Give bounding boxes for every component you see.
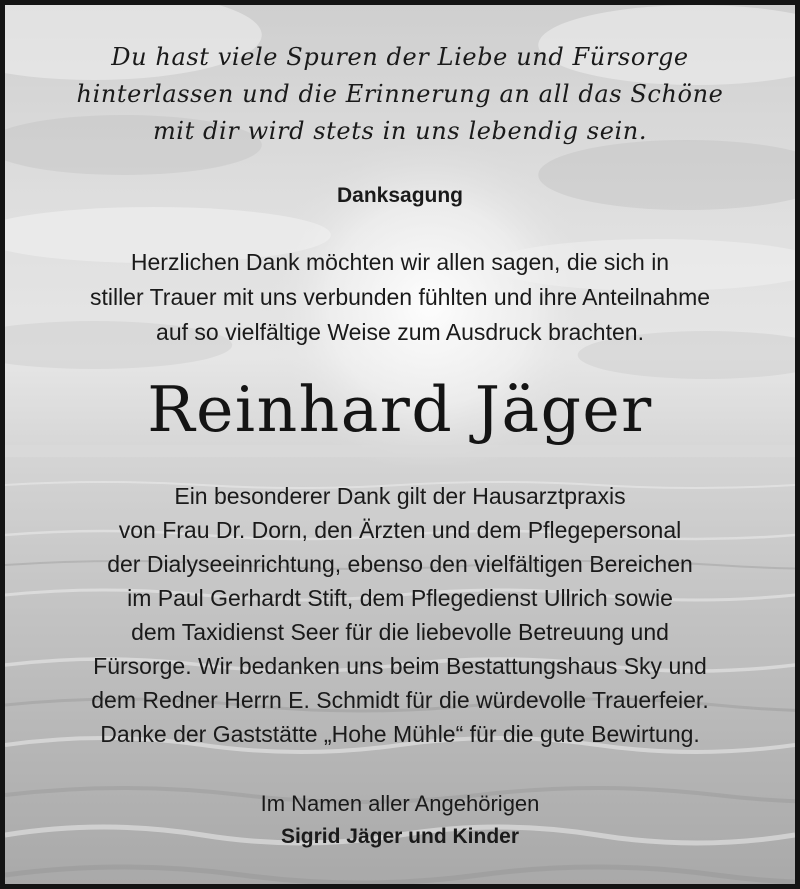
closing-block — [5, 787, 795, 853]
obituary-content — [5, 5, 795, 884]
page-title: Danksagung — [336, 184, 464, 207]
thanks-line: Danke der Gaststätte „Hohe Mühle“ für die gute Bewirtung. — [100, 721, 700, 747]
closing-line: Im Namen aller Angehörigen — [260, 791, 540, 816]
thanks-line: im Paul Gerhardt Stift, dem Pflegedienst Ullrich sowie — [127, 585, 673, 611]
intro-line: stiller Trauer mit uns verbunden fühlten und ihre Anteilnahme — [89, 284, 711, 310]
thanks-line: Ein besonderer Dank gilt der Hausarztpraxis — [174, 483, 626, 509]
motto-line: hinterlassen und die Erinnerung an all das Schöne — [76, 80, 724, 108]
intro-line: auf so vielfältige Weise zum Ausdruck brachten. — [156, 319, 644, 345]
thanks-line: dem Taxidienst Seer für die liebevolle Betreuung und — [131, 619, 669, 645]
thanks-line: von Frau Dr. Dorn, den Ärzten und dem Pflegepersonal — [118, 517, 682, 543]
intro-paragraph — [5, 245, 795, 350]
motto-line: Du hast viele Spuren der Liebe und Fürsorge — [111, 43, 689, 71]
deceased-name: Reinhard Jäger — [147, 373, 653, 446]
signature: Sigrid Jäger und Kinder — [280, 825, 520, 848]
thanks-line: der Dialyseeinrichtung, ebenso den vielfältigen Bereichen — [107, 551, 693, 577]
memorial-motto — [5, 39, 795, 150]
thanks-paragraph — [5, 479, 795, 751]
thanks-line: Fürsorge. Wir bedanken uns beim Bestattungshaus Sky und — [93, 653, 707, 679]
motto-line: mit dir wird stets in uns lebendig sein. — [152, 117, 648, 145]
intro-line: Herzlichen Dank möchten wir allen sagen, die sich in — [130, 249, 670, 275]
thanks-line: dem Redner Herrn E. Schmidt für die würdevolle Trauerfeier. — [91, 687, 709, 713]
